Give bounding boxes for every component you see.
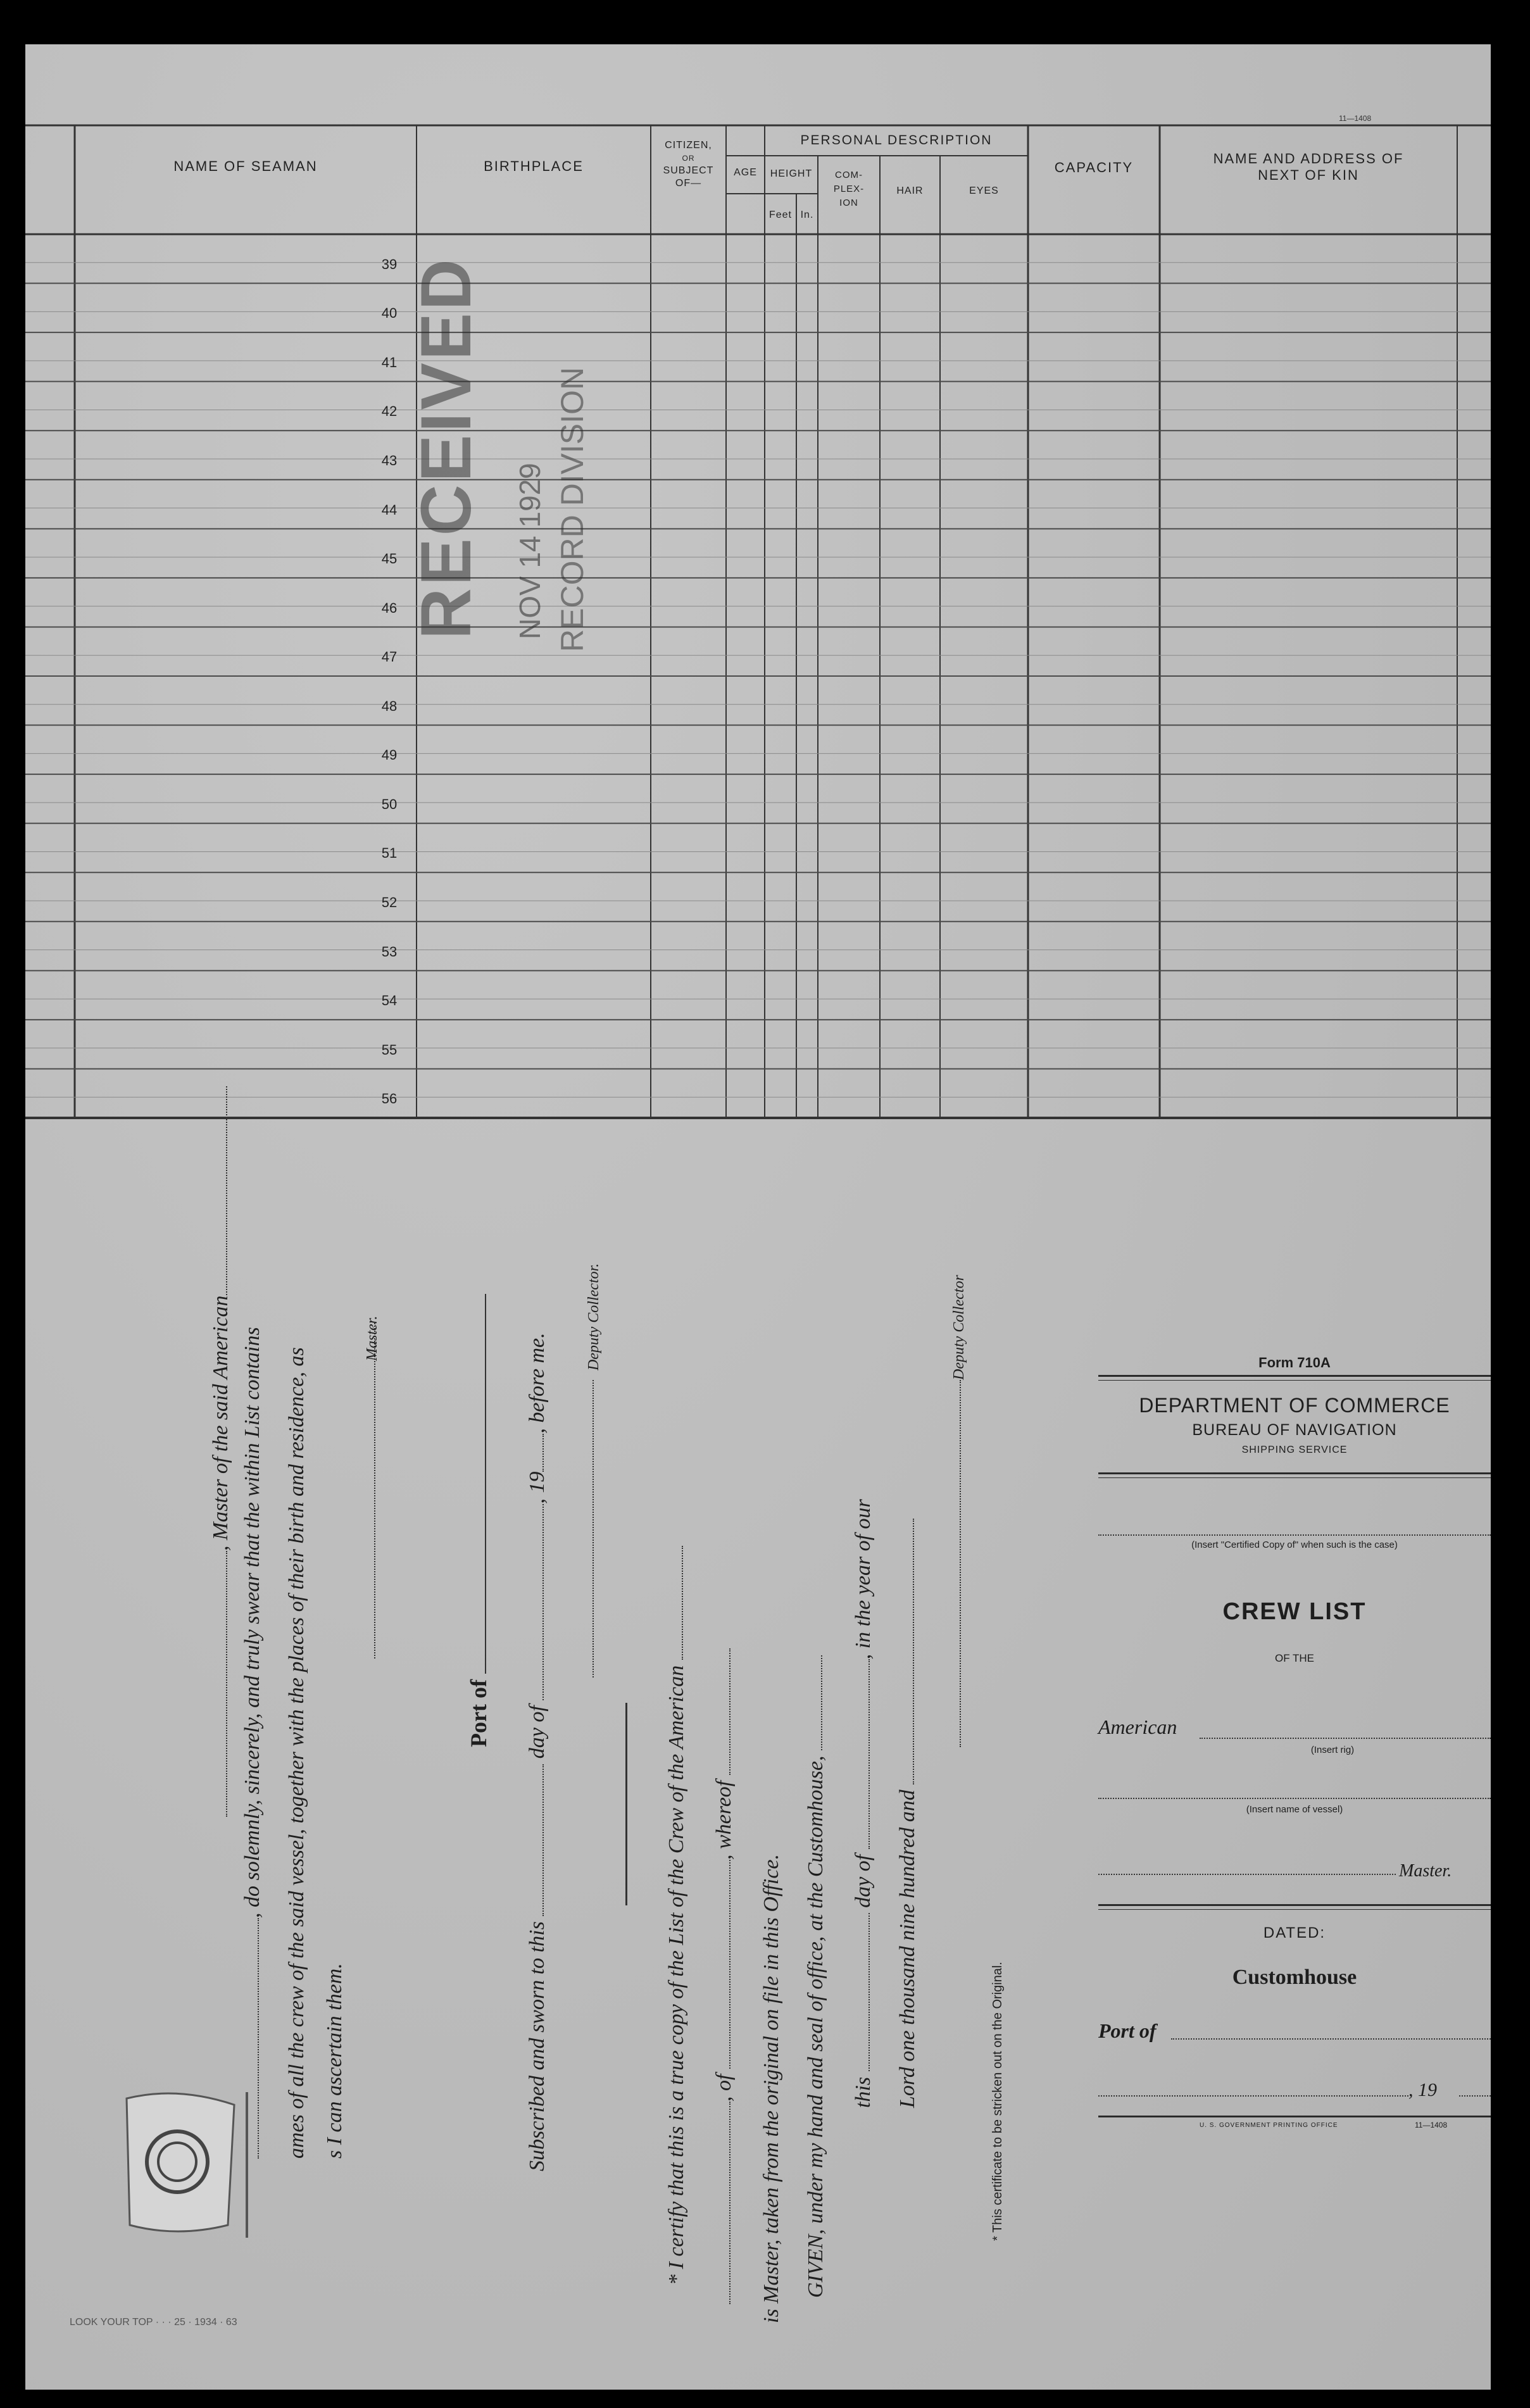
header-birthplace: BIRTHPLACE	[484, 158, 584, 174]
row-number: 40	[381, 305, 398, 322]
certificate-footnote: * This certificate to be stricken out on the Original.	[991, 1962, 1005, 2241]
deputy-collector-line-2	[946, 1380, 965, 1747]
cover-form-number: Form 710A	[1258, 1355, 1331, 1370]
oath-port-of: Port of	[465, 1294, 492, 1747]
certificate-this-line: this day of , in the year of our	[851, 1499, 875, 2108]
cover-title: CREW LIST	[1222, 1598, 1367, 1625]
row-number: 53	[381, 943, 398, 960]
cover-rule-4	[1098, 1477, 1491, 1478]
certificate-line-1: * I certify that this is a true copy of the List of the Crew of the American	[665, 1546, 689, 2285]
stamp-date: NOV 14 1929	[513, 463, 546, 639]
certified-copy-line	[1098, 1534, 1491, 1536]
header-capacity: CAPACITY	[1054, 160, 1134, 175]
vessel-name-line	[1098, 1798, 1491, 1799]
certified-copy-note: (Insert "Certified Copy of" when such is the case)	[1191, 1539, 1398, 1550]
header-inches: In.	[800, 210, 814, 220]
received-stamp	[405, 256, 646, 665]
cover-customhouse: Customhouse	[1232, 1966, 1357, 1989]
header-feet: Feet	[768, 210, 792, 220]
header-complexion: COM- PLEX- ION	[833, 170, 865, 208]
certificate-line-2: is Master, taken from the original on file in this Office.	[760, 1853, 783, 2323]
row-number: 47	[381, 649, 398, 665]
flag-vignette	[101, 2079, 266, 2244]
certificate-line-4: Lord one thousand nine hundred and	[896, 1519, 920, 2108]
row-number: 51	[381, 845, 398, 862]
oath-line-1: , Master of the said American	[209, 1086, 233, 1817]
cover-rule-3	[1098, 1472, 1491, 1474]
year-fill	[1459, 2095, 1491, 2097]
header-next-of-kin: NAME AND ADDRESS OF NEXT OF KIN	[1213, 151, 1404, 183]
cover-department: DEPARTMENT OF COMMERCE	[1139, 1394, 1450, 1417]
header-citizen: CITIZEN, OR SUBJECT OF—	[663, 140, 714, 189]
certificate-of-line: , of , whereof	[712, 1648, 736, 2304]
cover-rule-5	[1098, 1904, 1491, 1906]
american-line: American	[1098, 1715, 1177, 1738]
certificate-line-3: GIVEN, under my hand and seal of office, at the Customhouse,	[804, 1655, 828, 2298]
insert-rig-note: (Insert rig)	[1310, 1745, 1355, 1755]
port-of-fill	[1171, 2038, 1491, 2040]
row-number: 46	[381, 599, 398, 616]
cover-master-label: Master.	[1399, 1861, 1452, 1881]
row-number: 49	[381, 747, 398, 763]
row-number: 39	[381, 256, 398, 272]
cover-dated: DATED:	[1263, 1924, 1326, 1941]
cover-form-code: 11—1408	[1415, 2121, 1448, 2129]
insert-vessel-note: (Insert name of vessel)	[1246, 1804, 1343, 1815]
header-eyes: EYES	[969, 185, 999, 196]
cover-rule-7	[1098, 2116, 1491, 2117]
cover-rule-6	[1098, 1909, 1491, 1910]
row-number: 43	[381, 453, 398, 468]
vignette-code: LOOK YOUR TOP · · · 25 · 1934 · 63	[70, 2317, 237, 2328]
cover-service: SHIPPING SERVICE	[1241, 1445, 1348, 1455]
cover-bureau: BUREAU OF NAVIGATION	[1192, 1421, 1397, 1439]
header-name-of-seaman: NAME OF SEAMAN	[173, 158, 318, 174]
form-code-top: 11—1408	[1339, 114, 1372, 123]
row-number: 50	[381, 796, 398, 812]
deputy-collector-label-2: Deputy Collector	[951, 1275, 967, 1380]
cover-of-the: OF THE	[1274, 1652, 1315, 1664]
deputy-collector-label-1: Deputy Collector.	[586, 1263, 602, 1370]
date-fill	[1098, 2095, 1408, 2097]
row-number: 54	[381, 993, 398, 1009]
cover-panel	[1098, 1317, 1491, 2178]
row-number: 56	[381, 1091, 398, 1107]
row-number: 44	[381, 501, 398, 518]
row-number: 52	[381, 894, 398, 910]
cover-rule-1	[1098, 1375, 1491, 1377]
header-personal-description: PERSONAL DESCRIPTION	[800, 133, 993, 147]
header-height: HEIGHT	[770, 168, 813, 179]
oath-line-2: , do solemnly, sincerely, and truly swear that the within List contains	[241, 1327, 265, 2159]
header-age: AGE	[734, 167, 757, 178]
row-number: 41	[381, 354, 398, 370]
cover-port-of: Port of	[1098, 2019, 1157, 2042]
master-signature-line	[361, 1323, 380, 1659]
row-number: 48	[381, 698, 398, 714]
separator-line	[625, 1703, 627, 1905]
row-number: 42	[381, 403, 398, 420]
crew-list-page	[25, 44, 1491, 2390]
cover-rule-2	[1098, 1380, 1491, 1381]
cover-year: , 19	[1408, 2079, 1437, 2100]
oath-line-3: ames of all the crew of the said vessel, together with the places of their birth and residence, as	[285, 1347, 308, 2159]
stamp-division: RECORD DIVISION	[555, 367, 590, 652]
subscribed-line: Subscribed and sworn to this day of , 19, before me.	[525, 1333, 549, 2171]
master-label: Master.	[364, 1315, 380, 1361]
american-fill	[1200, 1738, 1491, 1739]
row-number: 55	[381, 1041, 398, 1058]
row-number: 45	[381, 551, 398, 567]
master-line	[1098, 1874, 1396, 1875]
header-hair: HAIR	[896, 185, 924, 196]
oath-line-4: s I can ascertain them.	[323, 1963, 346, 2159]
stamp-received: RECEIVED	[406, 256, 486, 639]
deputy-collector-line-1	[579, 1380, 598, 1677]
table-grid	[25, 44, 1491, 1120]
printing-office: U. S. GOVERNMENT PRINTING OFFICE	[1200, 2122, 1338, 2129]
